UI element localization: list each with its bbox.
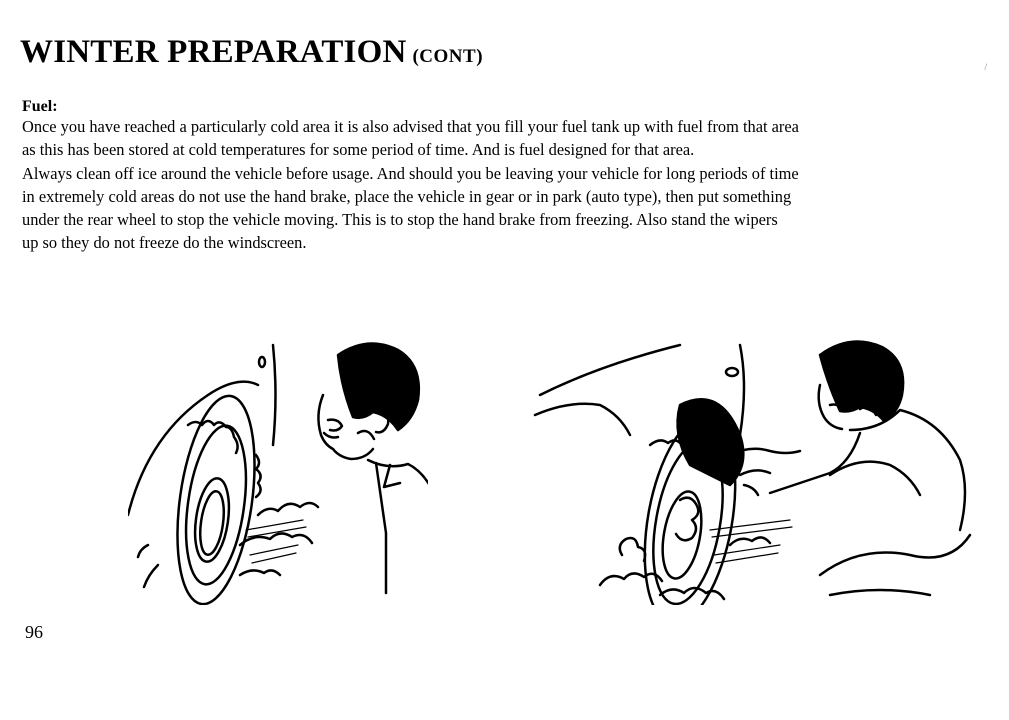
page-number: 96 [25,622,43,642]
page-title-main: WINTER PREPARATION [20,34,407,70]
illustration-frozen-wheel [128,315,428,605]
page-title [20,34,483,71]
body-line: Always clean off ice around the vehicle before usage. And should you be leaving your vehicle for long periods of time [22,163,799,183]
body-line: as this has been stored at cold temperatures for some period of time. And is fuel designed for that area. [22,140,695,160]
body-line: under the rear wheel to stop the vehicle moving. This is to stop the hand brake from freezing. Also stand the wipers [22,210,778,230]
page-title-suffix: (CONT) [412,46,484,67]
body-line: up so they do not freeze do the windscreen. [22,233,307,253]
scan-mark: / [984,62,987,72]
section-body [22,115,997,255]
illustration-clearing-ice [530,325,980,605]
body-line: in extremely cold areas do not use the hand brake, place the vehicle in gear or in park (auto type), then put something [22,186,792,206]
body-line: Once you have reached a particularly cold area it is also advised that you fill your fuel tank up with fuel from that area [22,117,799,136]
section-heading: Fuel: [22,98,58,115]
